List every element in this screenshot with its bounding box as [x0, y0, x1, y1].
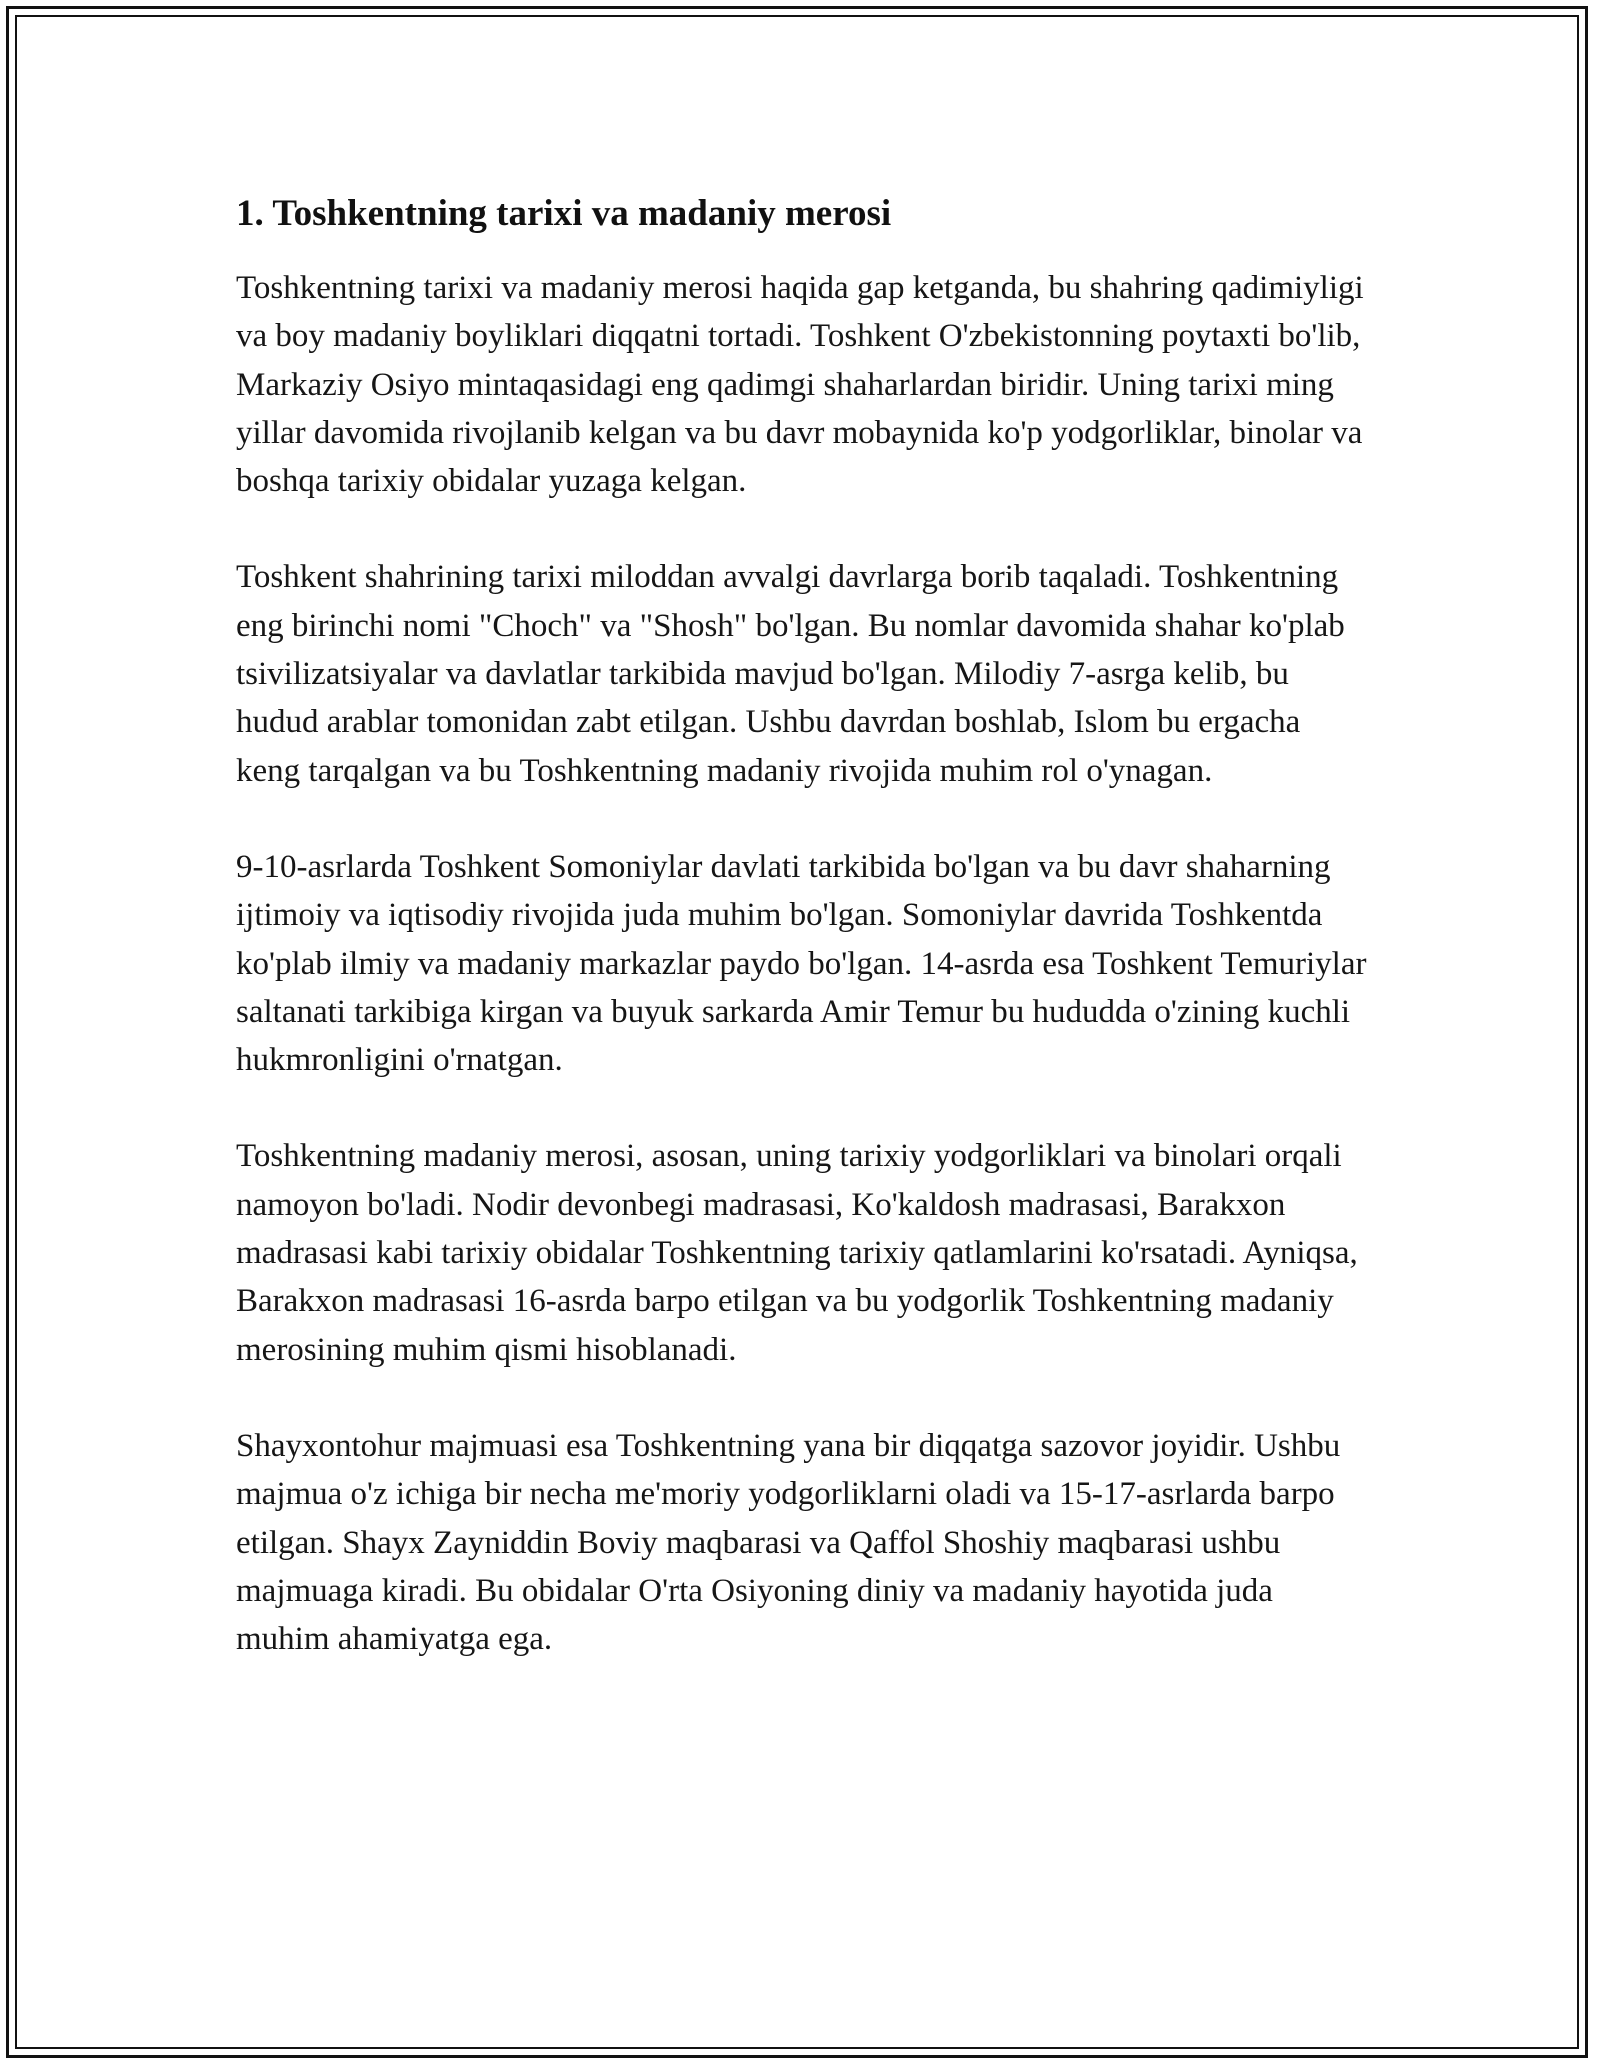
document-body	[236, 186, 1371, 1711]
paragraph-5: Shayxontohur majmuasi esa Toshkentning yana bir diqqatga sazovor joyidir. Ushbu majmua o'z ichiga bir necha me'moriy yodgorliklarni oladi va 15-17-asrlarda barpo etilgan. Shayx Zayniddin Boviy maqbarasi va Qaffol Shoshiy maqbarasi ushbu majmuaga kiradi. Bu obidalar O'rta Osiyoning diniy va madaniy hayotida juda muhim ahamiyatga ega.	[236, 1427, 1341, 1658]
paragraph-1: Toshkentning tarixi va madaniy merosi haqida gap ketganda, bu shahring qadimiyligi va boy madaniy boyliklari diqqatni tortadi. Toshkent O'zbekistonning poytaxti bo'lib, Markaziy Osiyo mintaqasidagi eng qadimgi shaharlardan biridir. Uning tarixi ming yillar davomida rivojlanib kelgan va bu davr mobaynida ko'p yodgorliklar, binolar va boshqa tarixiy obidalar yuzaga kelgan.	[236, 270, 1364, 500]
paragraph-4: Toshkentning madaniy merosi, asosan, uning tarixiy yodgorliklari va binolari orqali namoyon bo'ladi. Nodir devonbegi madrasasi, Ko'kaldosh madrasasi, Barakxon madrasasi kabi tarixiy obidalar Toshkentning tarixiy qatlamlarini ko'rsatadi. Ayniqsa, Barakxon madrasasi 16-asrda barpo etilgan va bu yodgorlik Toshkentning madaniy merosining muhim qismi hisoblanadi.	[236, 1138, 1358, 1368]
section-heading: 1. Toshkentning tarixi va madaniy merosi	[236, 193, 892, 234]
paragraph-3: 9-10-asrlarda Toshkent Somoniylar davlati tarkibida bo'lgan va bu davr shaharning ijtimoiy va iqtisodiy rivojida juda muhim bo'lgan. Somoniylar davrida Toshkentda ko'plab ilmiy va madaniy markazlar paydo bo'lgan. 14-asrda esa Toshkent Temuriylar saltanati tarkibiga kirgan va buyuk sarkarda Amir Temur bu hududda o'zining kuchli hukmronligini o'rnatgan.	[236, 848, 1367, 1079]
paragraph-2: Toshkent shahrining tarixi miloddan avvalgi davrlarga borib taqaladi. Toshkentning eng birinchi nomi "Choch" va "Shosh" bo'lgan. Bu nomlar davomida shahar ko'plab tsivilizatsiyalar va davlatlar tarkibida mavjud bo'lgan. Milodiy 7-asrga kelib, bu hudud arablar tomonidan zabt etilgan. Ushbu davrdan boshlab, Islom bu ergacha keng tarqalgan va bu Toshkentning madaniy rivojida muhim rol o'ynagan.	[236, 559, 1345, 789]
